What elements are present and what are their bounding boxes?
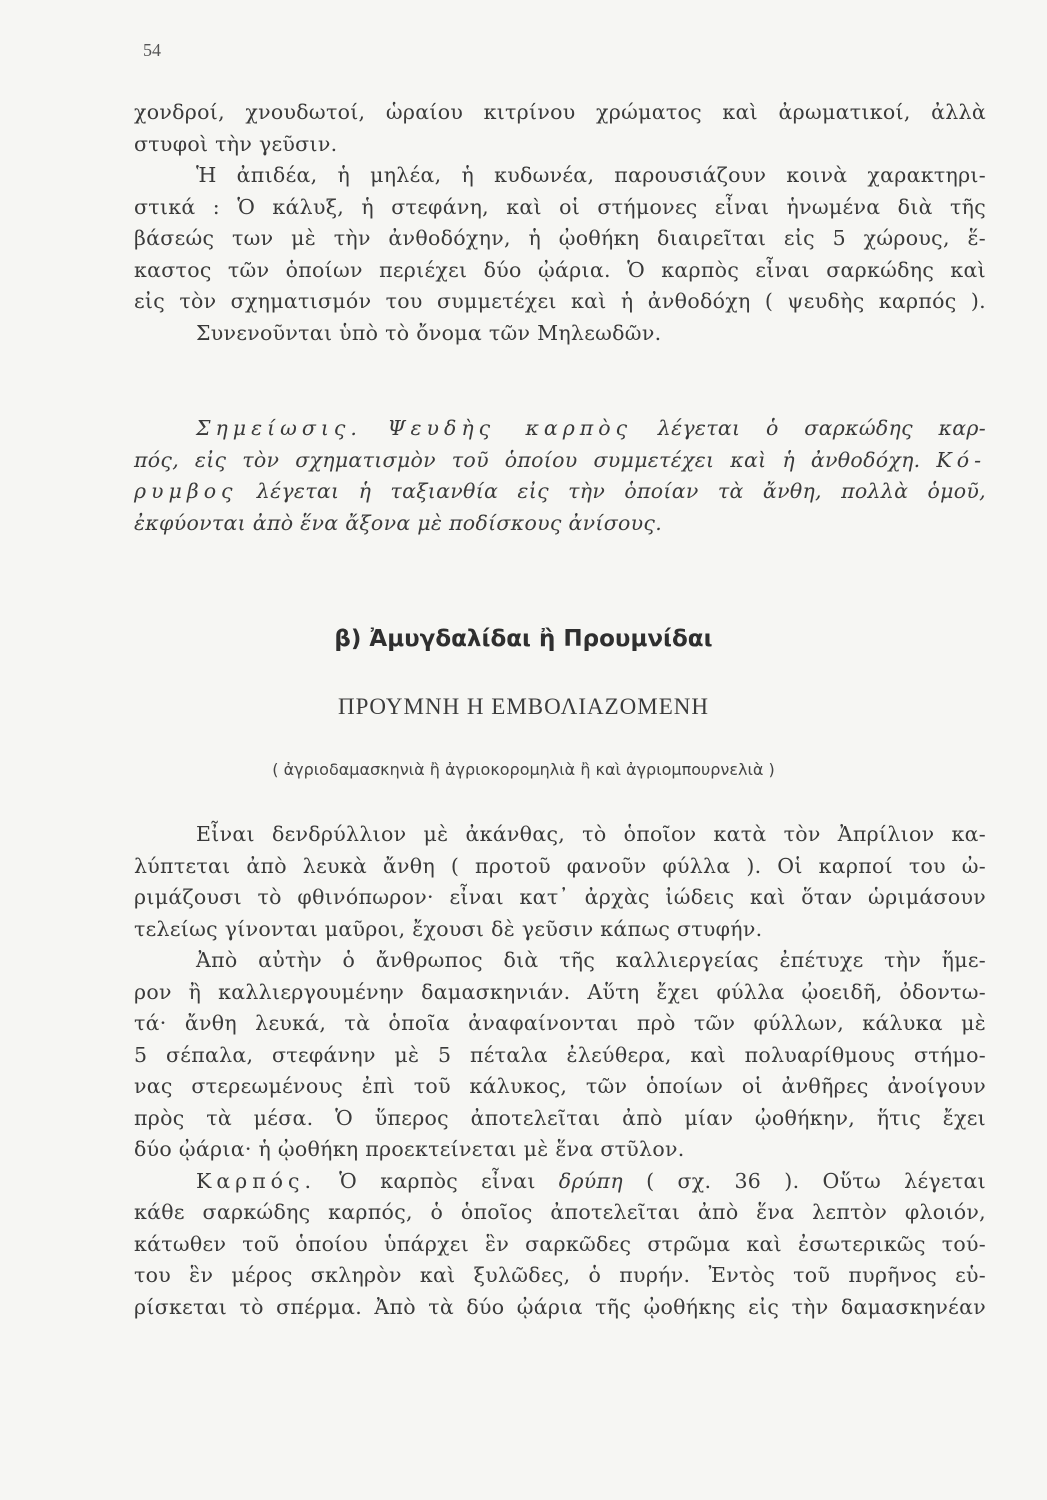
text-line: νας στερεωμένους ἐπὶ τοῦ κάλυκος, τῶν ὁποίων οἱ ἀνθῆρες ἀνοίγουν <box>134 1074 986 1098</box>
text-line: ρον ἢ καλλιεργουμένην δαμασκηνιάν. Αὕτη ἔχει φύλλα ᾠοειδῆ, ὀδοντω- <box>134 979 986 1004</box>
text-line: 5 σέπαλα, στεφάνην μὲ 5 πέταλα ἐλεύθερα, καὶ πολυαρίθμους στήμο- <box>134 1042 986 1067</box>
text-line: κάθε σαρκώδης καρπός, ὁ ὁποῖος ἀποτελεῖται ἀπὸ ἕνα λεπτὸν φλοιόν, <box>134 1200 986 1224</box>
paragraph-plum-description <box>134 819 986 1323</box>
text-line: Ἀπὸ αὐτὴν ὁ ἄνθρωπος διὰ τῆς καλλιεργείας ἐπέτυχε τὴν ἥμε- <box>196 948 986 972</box>
text-line: Ἡ ἀπιδέα, ἡ μηλέα, ἡ κυδωνέα, παρουσιάζουν κοινὰ χαρακτηρι- <box>196 163 986 187</box>
text-line: στικά : Ὁ κάλυξ, ἡ στεφάνη, καὶ οἱ στήμονες εἶναι ἡνωμένα διὰ τῆς <box>134 194 986 219</box>
text-line: κάτωθεν τοῦ ὁποίου ὑπάρχει ἓν σαρκῶδες στρῶμα καὶ ἐσωτερικῶς τού- <box>134 1231 986 1256</box>
text-line: ριμάζουσι τὸ φθινόπωρον· εἶναι κατ᾽ ἀρχὰς ἰώδεις καὶ ὅταν ὡριμάσουν <box>134 885 986 909</box>
note-term: Ψευδὴς καρπὸς <box>387 416 633 440</box>
text-line: στυφοὶ τὴν γεῦσιν. <box>134 131 338 156</box>
text-line: λύπτεται ἀπὸ λευκὰ ἄνθη ( προτοῦ φανοῦν φύλλα ). Οἱ καρποί του ὠ- <box>134 853 986 878</box>
karpos-text: ( σχ. 36 ). Οὕτω λέγεται <box>646 1168 986 1193</box>
text-line: πρὸς τὰ μέσα. Ὁ ὕπερος ἀποτελεῖται ἀπὸ μίαν ᾠοθήκην, ἥτις ἔχει <box>134 1105 986 1130</box>
text-line: τελείως γίνονται μαῦροι, ἔχουσι δὲ γεῦσιν κάπως στυφήν. <box>134 916 763 941</box>
note-text: πός, εἰς τὸν σχηματισμὸν τοῦ ὁποίου συμμετέχει καὶ ἡ ἀνθοδόχη. <box>134 447 921 472</box>
note-term: ρυμβος <box>134 479 238 503</box>
note-line <box>134 445 986 477</box>
karpos-term: δρύπη <box>558 1168 623 1193</box>
text-line: Εἶναι δενδρύλλιον μὲ ἀκάνθας, τὸ ὁποῖον κατὰ τὸν Ἀπρίλιον κα- <box>196 822 986 846</box>
text-line: καστος τῶν ὁποίων περιέχει δύο ᾠάρια. Ὁ καρπὸς εἶναι σαρκώδης καὶ <box>134 257 986 282</box>
text-line: του ἓν μέρος σκληρὸν καὶ ξυλῶδες, ὁ πυρήν. Ἐντὸς τοῦ πυρῆνος εὑ- <box>134 1263 986 1287</box>
text-line: δύο ᾠάρια· ἡ ᾠοθήκη προεκτείνεται μὲ ἕνα στῦλον. <box>134 1137 685 1161</box>
note-term: Κό- <box>936 447 986 472</box>
karpos-text: Ὁ καρπὸς εἶναι <box>339 1168 536 1193</box>
note-line: ἐκφύονται ἀπὸ ἕνα ἄξονα μὲ ποδίσκους ἀνίσους. <box>134 510 663 535</box>
note-text: λέγεται ὁ σαρκώδης καρ- <box>657 416 986 440</box>
text-line: βάσεώς των μὲ τὴν ἀνθοδόχην, ἡ ᾠοθήκη διαιρεῖται εἰς 5 χώρους, ἕ- <box>134 226 986 250</box>
text-line: χονδροί, χνουδωτοί, ὡραίου κιτρίνου χρώματος καὶ ἀρωματικοί, ἀλλὰ <box>134 100 986 124</box>
note-label: Σημείωσις. <box>196 416 362 440</box>
text-line: ρίσκεται τὸ σπέρμα. Ἀπὸ τὰ δύο ᾠάρια τῆς ᾠοθήκης εἰς τὴν δαμασκηνέαν <box>134 1294 986 1319</box>
common-names: ( ἀγριοδαμασκηνιὰ ἢ ἀγριοκορομηλιὰ ἢ καὶ ἀγριομπουρνελιὰ ) <box>272 760 775 779</box>
note-text: λέγεται ἡ ταξιανθία εἰς τὴν ὁποίαν τὰ ἄνθη, πολλὰ ὁμοῦ, <box>256 479 986 503</box>
species-title: ΠΡΟΥΜΝΗ Η ΕΜΒΟΛΙΑΖΟΜΕΝΗ <box>338 694 709 719</box>
text-line: τά· ἄνθη λευκά, τὰ ὁποῖα ἀναφαίνονται πρὸ τῶν φύλλων, κάλυκα μὲ <box>134 1011 986 1035</box>
text-line <box>134 1166 986 1198</box>
paragraph-pome-description <box>134 97 986 349</box>
page-number: 54 <box>143 40 161 60</box>
karpos-label: Καρπός. <box>196 1168 317 1193</box>
text-line: εἰς τὸν σχηματισμόν του συμμετέχει καὶ ἡ ἀνθοδόχη ( ψευδὴς καρπός ). <box>134 289 986 313</box>
section-heading: β) Ἀμυγδαλίδαι ἢ Προυμνίδαι <box>334 626 713 652</box>
note-paragraph <box>134 413 986 539</box>
note-line <box>134 476 986 508</box>
text-line: Συνενοῦνται ὑπὸ τὸ ὄνομα τῶν Μηλεωδῶν. <box>196 320 662 345</box>
note-line <box>134 413 986 445</box>
